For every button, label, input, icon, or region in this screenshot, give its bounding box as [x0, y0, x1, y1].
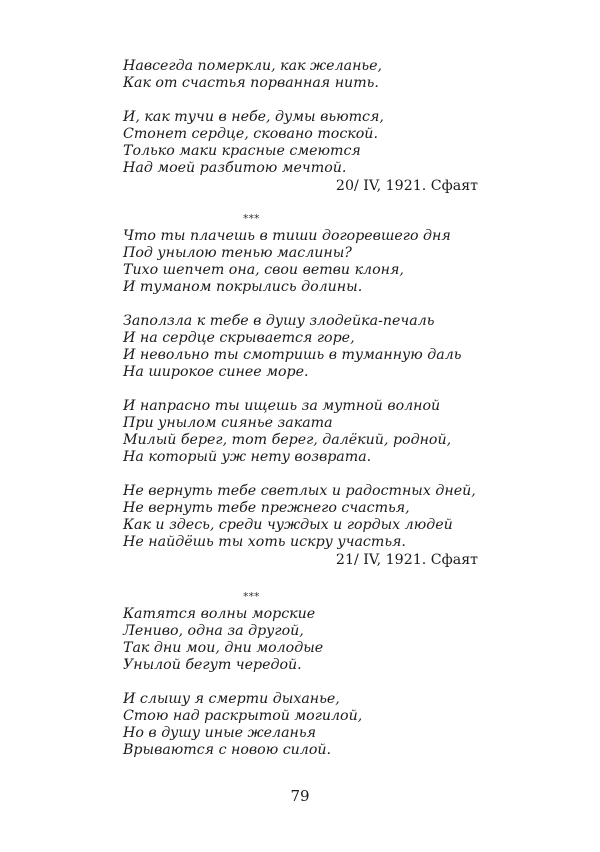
- poem-line: Но в душу иные желанья: [123, 725, 317, 741]
- poem-line: Так дни мои, дни молодые: [123, 640, 324, 656]
- poem-line: И туманом покрылись долины.: [123, 279, 363, 295]
- section-separator: ***: [243, 212, 260, 225]
- poem-line: При унылом сиянье заката: [123, 415, 333, 431]
- poem-line: Под унылою тенью маслины?: [123, 245, 352, 261]
- poem-line: Только маки красные смеются: [123, 143, 361, 159]
- poem-line: И невольно ты смотришь в туманную даль: [123, 347, 462, 363]
- section-separator: ***: [243, 590, 260, 603]
- poem-line: На широкое синее море.: [123, 364, 309, 380]
- poem-line: Как от счастья порванная нить.: [123, 75, 379, 91]
- poem-line: Не найдёшь ты хоть искру участья.: [123, 534, 406, 550]
- poem-line: Заползла к тебе в душу злодейка-печаль: [123, 313, 435, 329]
- poem-line: Стонет сердце, сковано тоской.: [123, 126, 378, 142]
- poem-line: И напрасно ты ищешь за мутной волной: [123, 398, 441, 414]
- poem-date: 20/ IV, 1921. Сфаят: [335, 178, 478, 194]
- poem-line: Не вернуть тебе светлых и радостных дней,: [123, 483, 476, 499]
- poem-date: 21/ IV, 1921. Сфаят: [335, 552, 478, 568]
- poem-line: Катятся волны морские: [123, 606, 316, 622]
- poem-line: Унылой бегут чередой.: [123, 657, 302, 673]
- poem-line: На который уж нету возврата.: [123, 449, 372, 465]
- poem-line: Что ты плачешь в тиши догоревшего дня: [123, 228, 451, 244]
- poem-line: Лениво, одна за другой,: [123, 623, 304, 639]
- poem-line: Навсегда померкли, как желанье,: [123, 58, 383, 74]
- poem-line: Тихо шепчет она, свои ветви клоня,: [123, 262, 404, 278]
- poem-line: И, как тучи в небе, думы вьются,: [123, 109, 384, 125]
- poem-line: Врываются с новою силой.: [123, 742, 332, 758]
- poem-line: Стою над раскрытой могилой,: [123, 708, 363, 724]
- page-number: 79: [290, 787, 310, 805]
- poem-line: И на сердце скрывается горе,: [123, 330, 355, 346]
- poem-line: Милый берег, тот берег, далёкий, родной,: [123, 432, 452, 448]
- poem-line: Не вернуть тебе прежнего счастья,: [123, 500, 410, 516]
- poem-line: Над моей разбитою мечтой.: [123, 160, 347, 176]
- poem-line: И слышу я смерти дыханье,: [123, 691, 340, 707]
- poem-line: Как и здесь, среди чуждых и гордых людей: [123, 517, 453, 533]
